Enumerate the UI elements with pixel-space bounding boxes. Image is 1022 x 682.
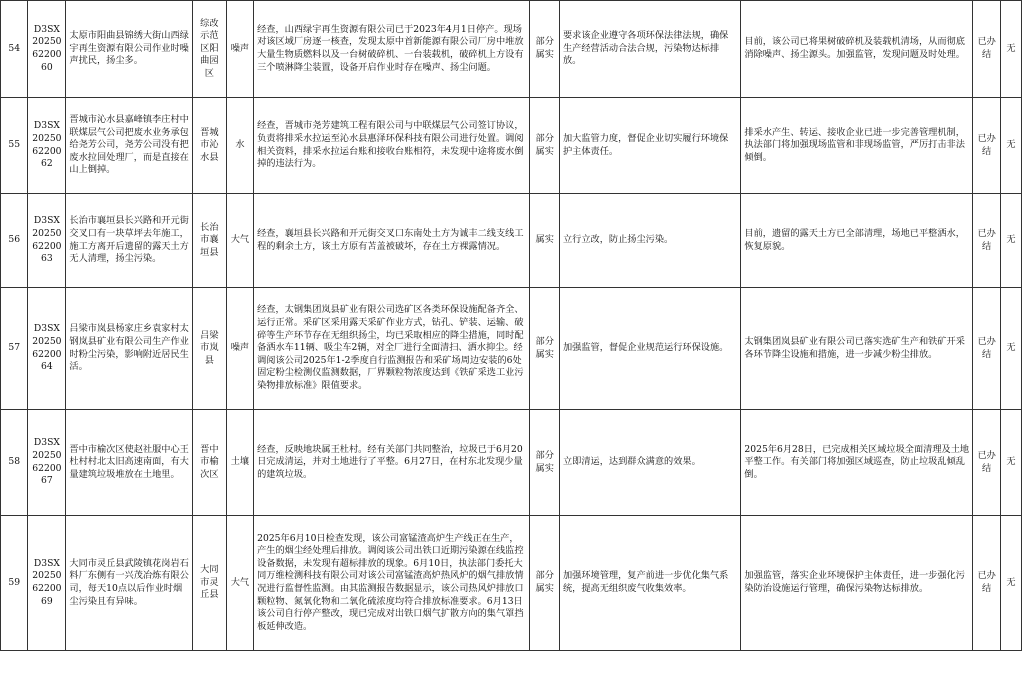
handling-requirement: 加大监管力度，督促企业切实履行环境保护主体责任。 [560,98,741,194]
investigation-result: 经查，山西绿宇再生资源有限公司已于2023年4月1日停产。现场对该区域厂房逐一核查，发现太原中首新能源有限公司厂房中堆放大量生物质燃料以及一台树破碎机、一台装载机，破碎机上方设有三个喷淋降尘装置，设备开启作业时存在噪声、扬尘问题。 [254,1,530,98]
investigation-result: 经查，襄垣县长兴路和开元街交叉口东南处土方为诚丰二线支线工程的剩余土方，该土方原有苫盖被破坏，存在土方裸露情况。 [254,194,530,288]
accountability: 无 [1000,1,1021,98]
complaint-content: 晋中市榆次区使赵社服中心王杜村村北太旧高速南面，有大量建筑垃圾堆放在土地里。 [66,410,193,516]
rectification-result: 2025年6月28日，已完成相关区域垃圾全面清理及土地平整工作。有关部门将加强区域巡查，防止垃圾乱倾乱倒。 [741,410,973,516]
row-number: 57 [1,288,28,410]
investigation-result: 2025年6月10日检查发现，该公司富锰渣高炉生产线正在生产，产生的烟尘经处理后排放。调阅该公司出铁口近期污染源在线监控设备数据，未发现有超标排放的现象。6月10日，执法部门委托大同万维检测科技有限公司对该公司富锰渣高炉热风炉的烟气排放情况进行监督性监测。由其监测报告数据显示，该公司热风炉排放口颗粒物、氮氧化物和二氧化硫浓度均符合排放标准要求。6月13日该公司自行停产整改，现已完成对出铁口烟气扩散方向的集气罩挡板延伸改造。 [254,516,530,651]
row-number: 55 [1,98,28,194]
row-number: 56 [1,194,28,288]
pollution-type: 噪声 [226,288,253,410]
verdict: 部分属实 [530,288,560,410]
table-row [1,288,1022,410]
rectification-result: 目前，遗留的露天土方已全部清理，场地已平整洒水，恢复原貌。 [741,194,973,288]
completion-status: 已办结 [973,288,1000,410]
rectification-result: 排采水产生、转运、接收企业已进一步完善管理机制，执法部门将加强现场监管和非现场监管，严厉打击非法倾倒。 [741,98,973,194]
verdict: 部分属实 [530,1,560,98]
investigation-result: 经查，太钢集团岚县矿业有限公司选矿区各类环保设施配备齐全、运行正常。采矿区采用露天采矿作业方式，钻孔、铲装、运输、破碎等生产环节存在无组织扬尘，均已采取相应的降尘措施，同时配备洒水车11辆、吸尘车2辆，对全厂进行全面清扫、洒水抑尘。经调阅该公司2025年1-2季度自行监测报告和采矿场周边安装的6处固定粉尘检测仪监测数据，厂界颗粒物浓度达到《铁矿采选工业污染物排放标准》限值要求。 [254,288,530,410]
case-code: D3SX202506220064 [28,288,66,410]
complaint-content: 吕梁市岚县杨家庄乡袁家村太钢岚县矿业有限公司生产作业时粉尘污染，影响附近居民生活。 [66,288,193,410]
row-number: 59 [1,516,28,651]
case-code: D3SX202506220067 [28,410,66,516]
table-row [1,194,1022,288]
investigation-result: 经查，反映地块属王杜村。经有关部门共同整治，垃圾已于6月20日完成清运，并对土地进行了平整。6月27日，在村东北发现少量的建筑垃圾。 [254,410,530,516]
accountability: 无 [1000,288,1021,410]
completion-status: 已办结 [973,1,1000,98]
handling-requirement: 加强环境管理，复产前进一步优化集气系统，提高无组织废气收集效率。 [560,516,741,651]
completion-status: 已办结 [973,194,1000,288]
case-code: D3SX202506220060 [28,1,66,98]
rectification-result: 太钢集团岚县矿业有限公司已落实选矿生产和铁矿开采各环节降尘设施和措施，进一步减少粉尘排放。 [741,288,973,410]
row-number: 58 [1,410,28,516]
administrative-region: 晋城市沁水县 [192,98,226,194]
accountability: 无 [1000,410,1021,516]
verdict: 部分属实 [530,410,560,516]
table-row [1,98,1022,194]
handling-requirement: 立行立改，防止扬尘污染。 [560,194,741,288]
pollution-type: 水 [226,98,253,194]
verdict: 部分属实 [530,98,560,194]
complaint-content: 太原市阳曲县锦绣大街山西绿宇再生资源有限公司作业时噪声扰民，扬尘多。 [66,1,193,98]
handling-requirement: 要求该企业遵守各项环保法律法规，确保生产经营活动合法合规，污染物达标排放。 [560,1,741,98]
accountability: 无 [1000,516,1021,651]
completion-status: 已办结 [973,98,1000,194]
complaint-content: 大同市灵丘县武陵镇花岗岩石料厂东侧有一兴茂冶炼有限公司，每天10点以后作业时烟尘污染且有异味。 [66,516,193,651]
case-code: D3SX202506220062 [28,98,66,194]
complaint-content: 晋城市沁水县嘉峰镇李庄村中联煤层气公司把废水业务承包给尧芳公司，尧芳公司没有把废水拉回处理厂，而是直接在山上倒掉。 [66,98,193,194]
case-code: D3SX202506220063 [28,194,66,288]
table-row [1,1,1022,98]
rectification-result: 加强监管，落实企业环境保护主体责任，进一步强化污染防治设施运行管理，确保污染物达标排放。 [741,516,973,651]
table-row [1,410,1022,516]
accountability: 无 [1000,98,1021,194]
administrative-region: 大同市灵丘县 [192,516,226,651]
administrative-region: 晋中市榆次区 [192,410,226,516]
rectification-result: 目前，该公司已将果树破碎机及装载机清场，从而彻底消除噪声、扬尘源头。加强监管，发现问题及时处理。 [741,1,973,98]
pollution-type: 大气 [226,194,253,288]
case-code: D3SX202506220069 [28,516,66,651]
verdict: 部分属实 [530,516,560,651]
table-row [1,516,1022,651]
complaint-content: 长治市襄垣县长兴路和开元街交叉口有一块草坪去年施工，施工方离开后遗留的露天土方无人清理，扬尘污染。 [66,194,193,288]
administrative-region: 吕梁市岚县 [192,288,226,410]
investigation-result: 经查，晋城市尧芳建筑工程有限公司与中联煤层气公司签订协议，负责将排采水拉运至沁水县惠泽环保科技有限公司进行处置。调阅相关资料，排采水拉运台账和接收台账相符，未发现中途将废水倒掉的违法行为。 [254,98,530,194]
pollution-type: 大气 [226,516,253,651]
verdict: 属实 [530,194,560,288]
row-number: 54 [1,1,28,98]
handling-requirement: 立即清运，达到群众满意的效果。 [560,410,741,516]
completion-status: 已办结 [973,410,1000,516]
administrative-region: 长治市襄垣县 [192,194,226,288]
administrative-region: 综改示范区阳曲园区 [192,1,226,98]
accountability: 无 [1000,194,1021,288]
handling-requirement: 加强监管，督促企业规范运行环保设施。 [560,288,741,410]
pollution-type: 噪声 [226,1,253,98]
completion-status: 已办结 [973,516,1000,651]
pollution-type: 土壤 [226,410,253,516]
